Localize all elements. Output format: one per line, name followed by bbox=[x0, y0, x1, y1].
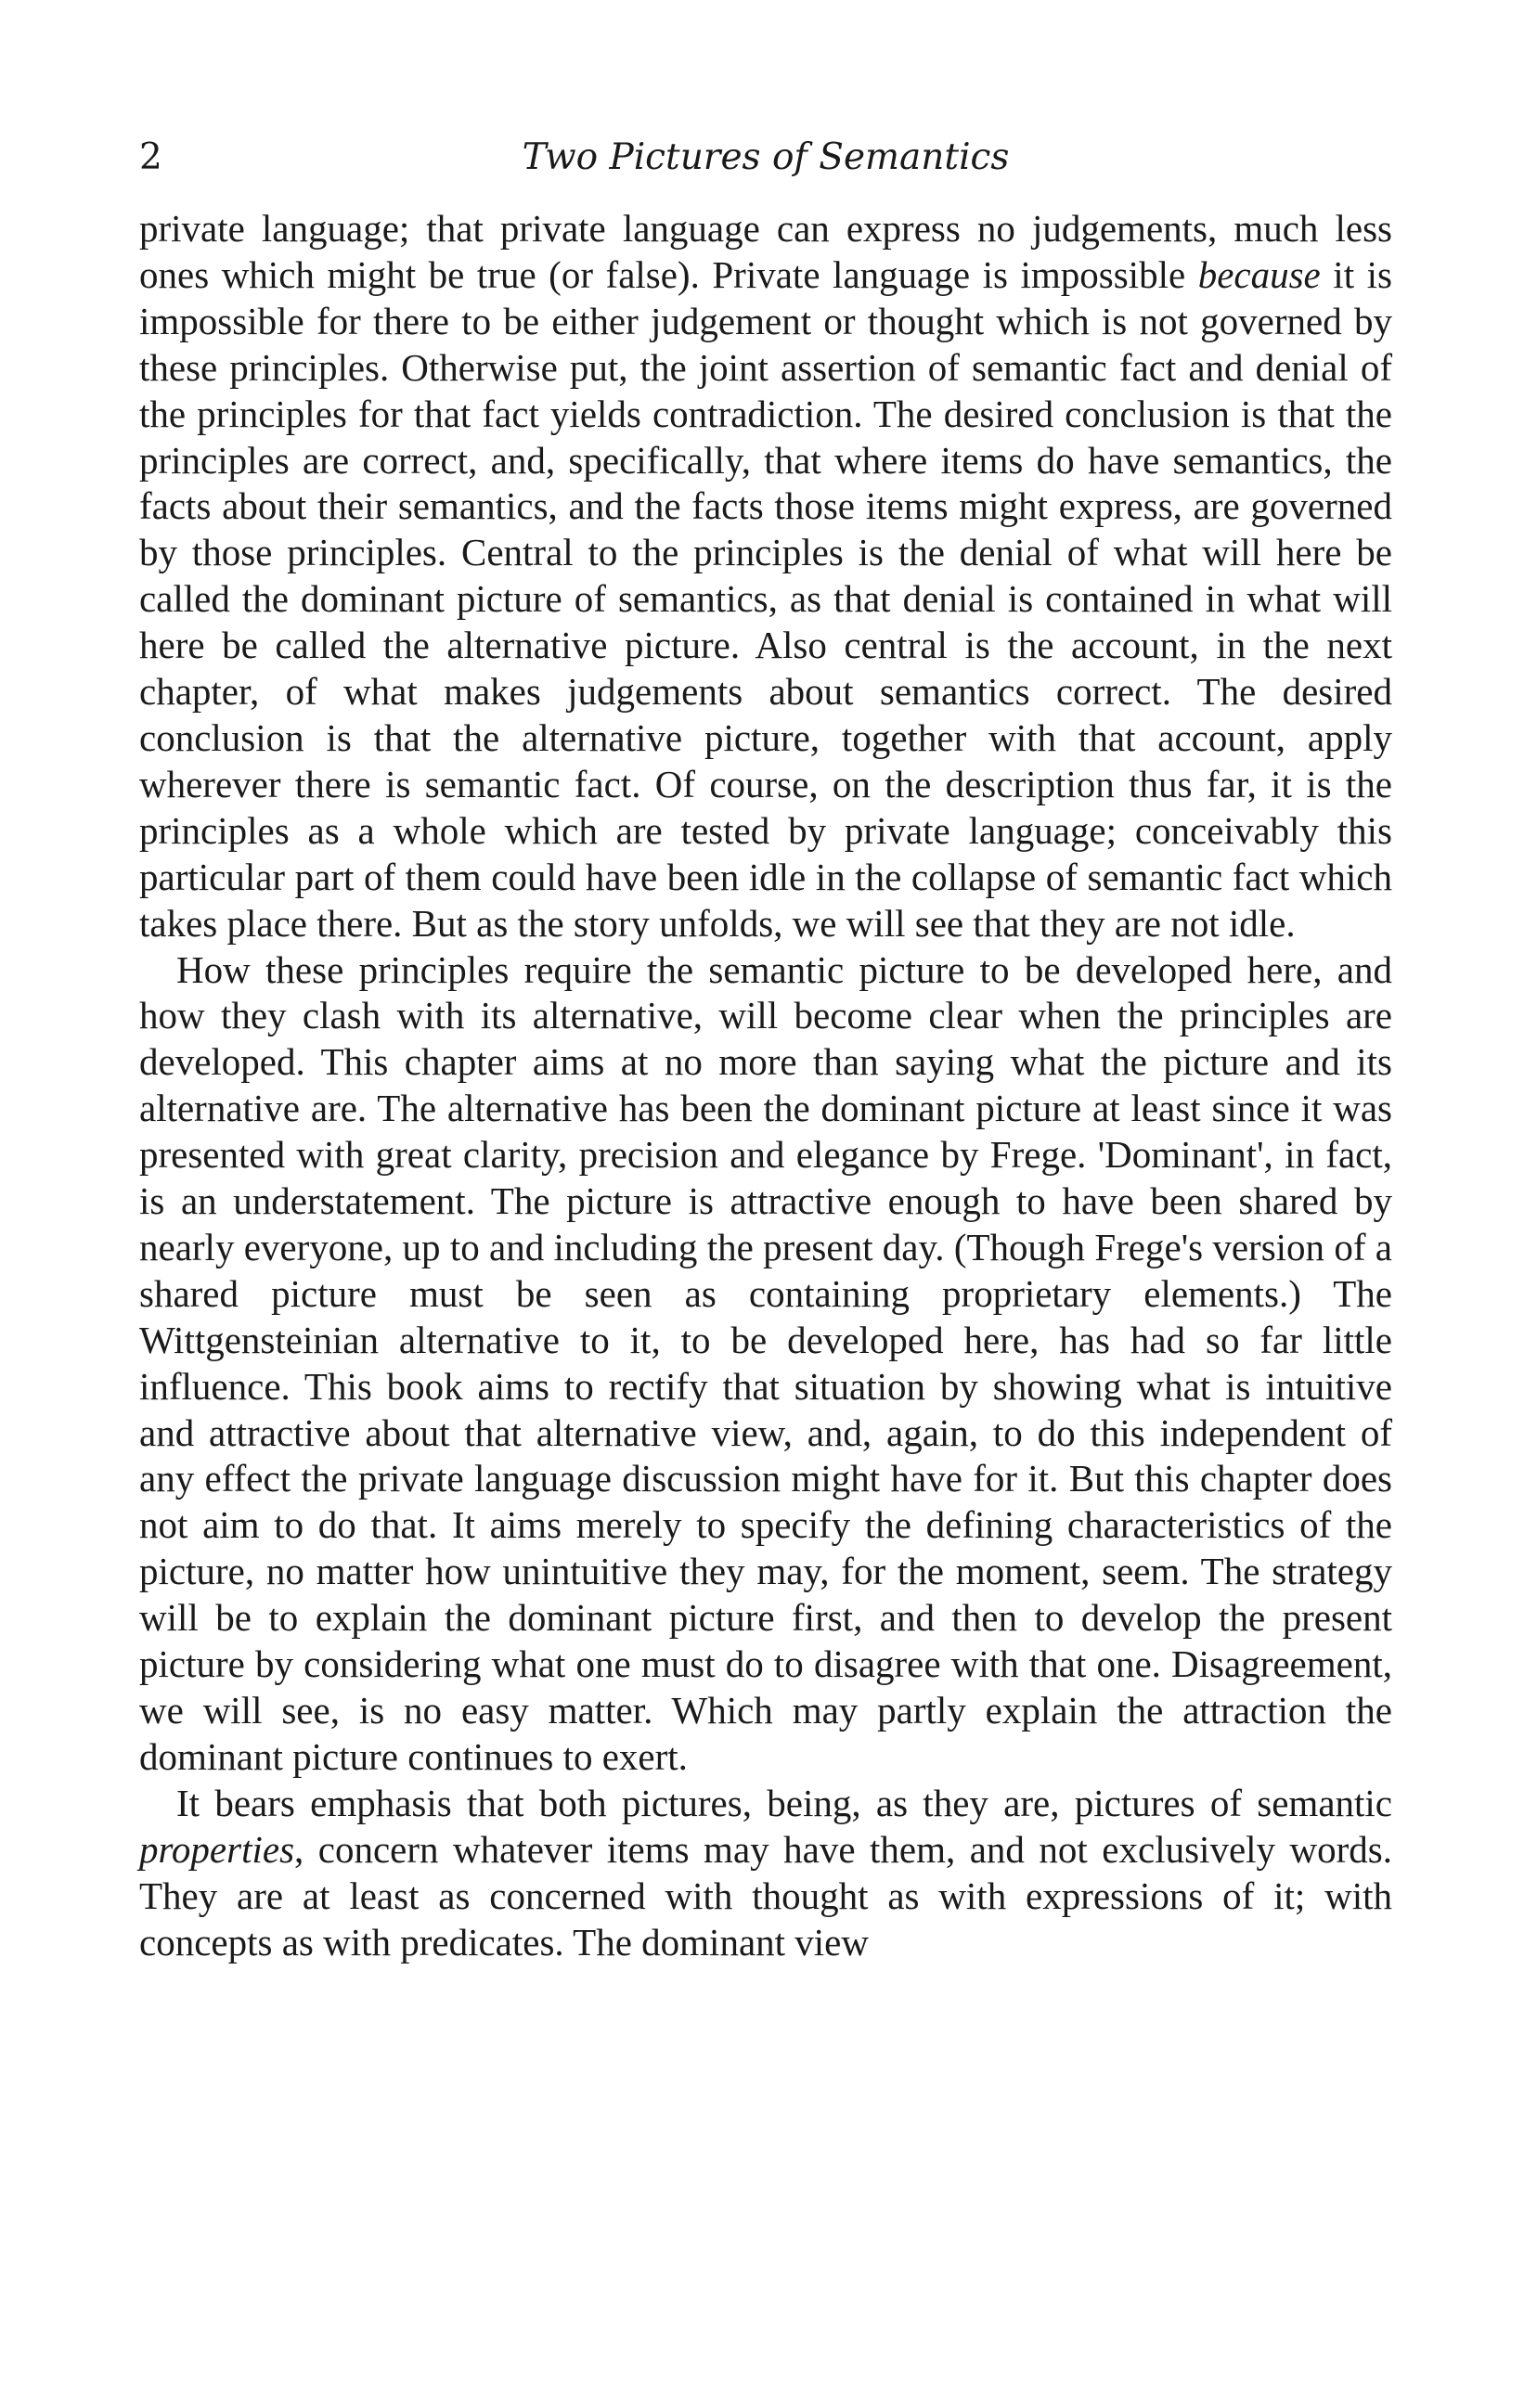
paragraph-3 bbox=[139, 1781, 1392, 1966]
paragraph-1-part-2: it is impossible for there to be either judgement or thought which is not governed by these principles. Otherwise put, the joint assertion of semantic fact and denial of the principles for that fact yields contradiction. The desired conclusion is that the principles are correct, and, specifically, that where items do have semantics, the facts about their semantics, and the facts those items might express, are governed by those principles. Central to the principles is the denial of what will here be called the dominant picture of semantics, as that denial is contained in what will here be called the alternative picture. Also central is the account, in the next chapter, of what makes judgements about semantics correct. The desired conclusion is that the alternative picture, together with that account, apply wherever there is semantic fact. Of course, on the description thus far, it is the principles as a whole which are tested by private language; conceivably this particular part of them could have been idle in the collapse of semantic fact which takes place there. But as the story unfolds, we will see that they are not idle. bbox=[139, 252, 1392, 945]
book-page bbox=[139, 130, 1392, 1965]
running-head bbox=[139, 130, 1392, 186]
body-text bbox=[139, 206, 1392, 1965]
paragraph-1 bbox=[139, 206, 1392, 947]
paragraph-2: How these principles require the semantic picture to be developed here, and how they clash with its alternative, will become clear when the principles are developed. This chapter aims at no more than saying what the picture and its alternative are. The alternative has been the dominant picture at least since it was presented with great clarity, precision and elegance by Frege. 'Dominant', in fact, is an understatement. The picture is attractive enough to have been shared by nearly everyone, up to and including the present day. (Though Frege's version of a shared picture must be seen as containing proprietary elements.) The Wittgensteinian alternative to it, to be developed here, has had so far little influence. This book aims to rectify that situation by showing what is intuitive and attractive about that alternative view, and, again, to do this independent of any effect the private language discussion might have for it. But this chapter does not aim to do that. It aims merely to specify the defining characteristics of the picture, no matter how unintuitive they may, for the moment, seem. The strategy will be to explain the dominant picture first, and then to develop the present picture by considering what one must do to disagree with that one. Disagreement, we will see, is no easy matter. Which may partly explain the attraction the dominant picture continues to exert. bbox=[139, 947, 1392, 1778]
paragraph-1-emphasis: because bbox=[1197, 252, 1321, 296]
paragraph-3-part-1: It bears emphasis that both pictures, being, as they are, pictures of semantic bbox=[176, 1781, 1392, 1824]
page-number: 2 bbox=[139, 136, 162, 178]
running-title: Two Pictures of Semantics bbox=[522, 136, 1010, 178]
paragraph-3-emphasis: properties bbox=[139, 1827, 295, 1871]
paragraph-3-part-2: , concern whatever items may have them, and not exclusively words. They are at least as concerned with thought as with expressions of it; with concepts as with predicates. The dominant view bbox=[139, 1827, 1392, 1964]
paragraph-1-part-1: private language; that private language can express no judgements, much less ones which might be true (or false). Private language is impossible bbox=[139, 207, 1392, 296]
